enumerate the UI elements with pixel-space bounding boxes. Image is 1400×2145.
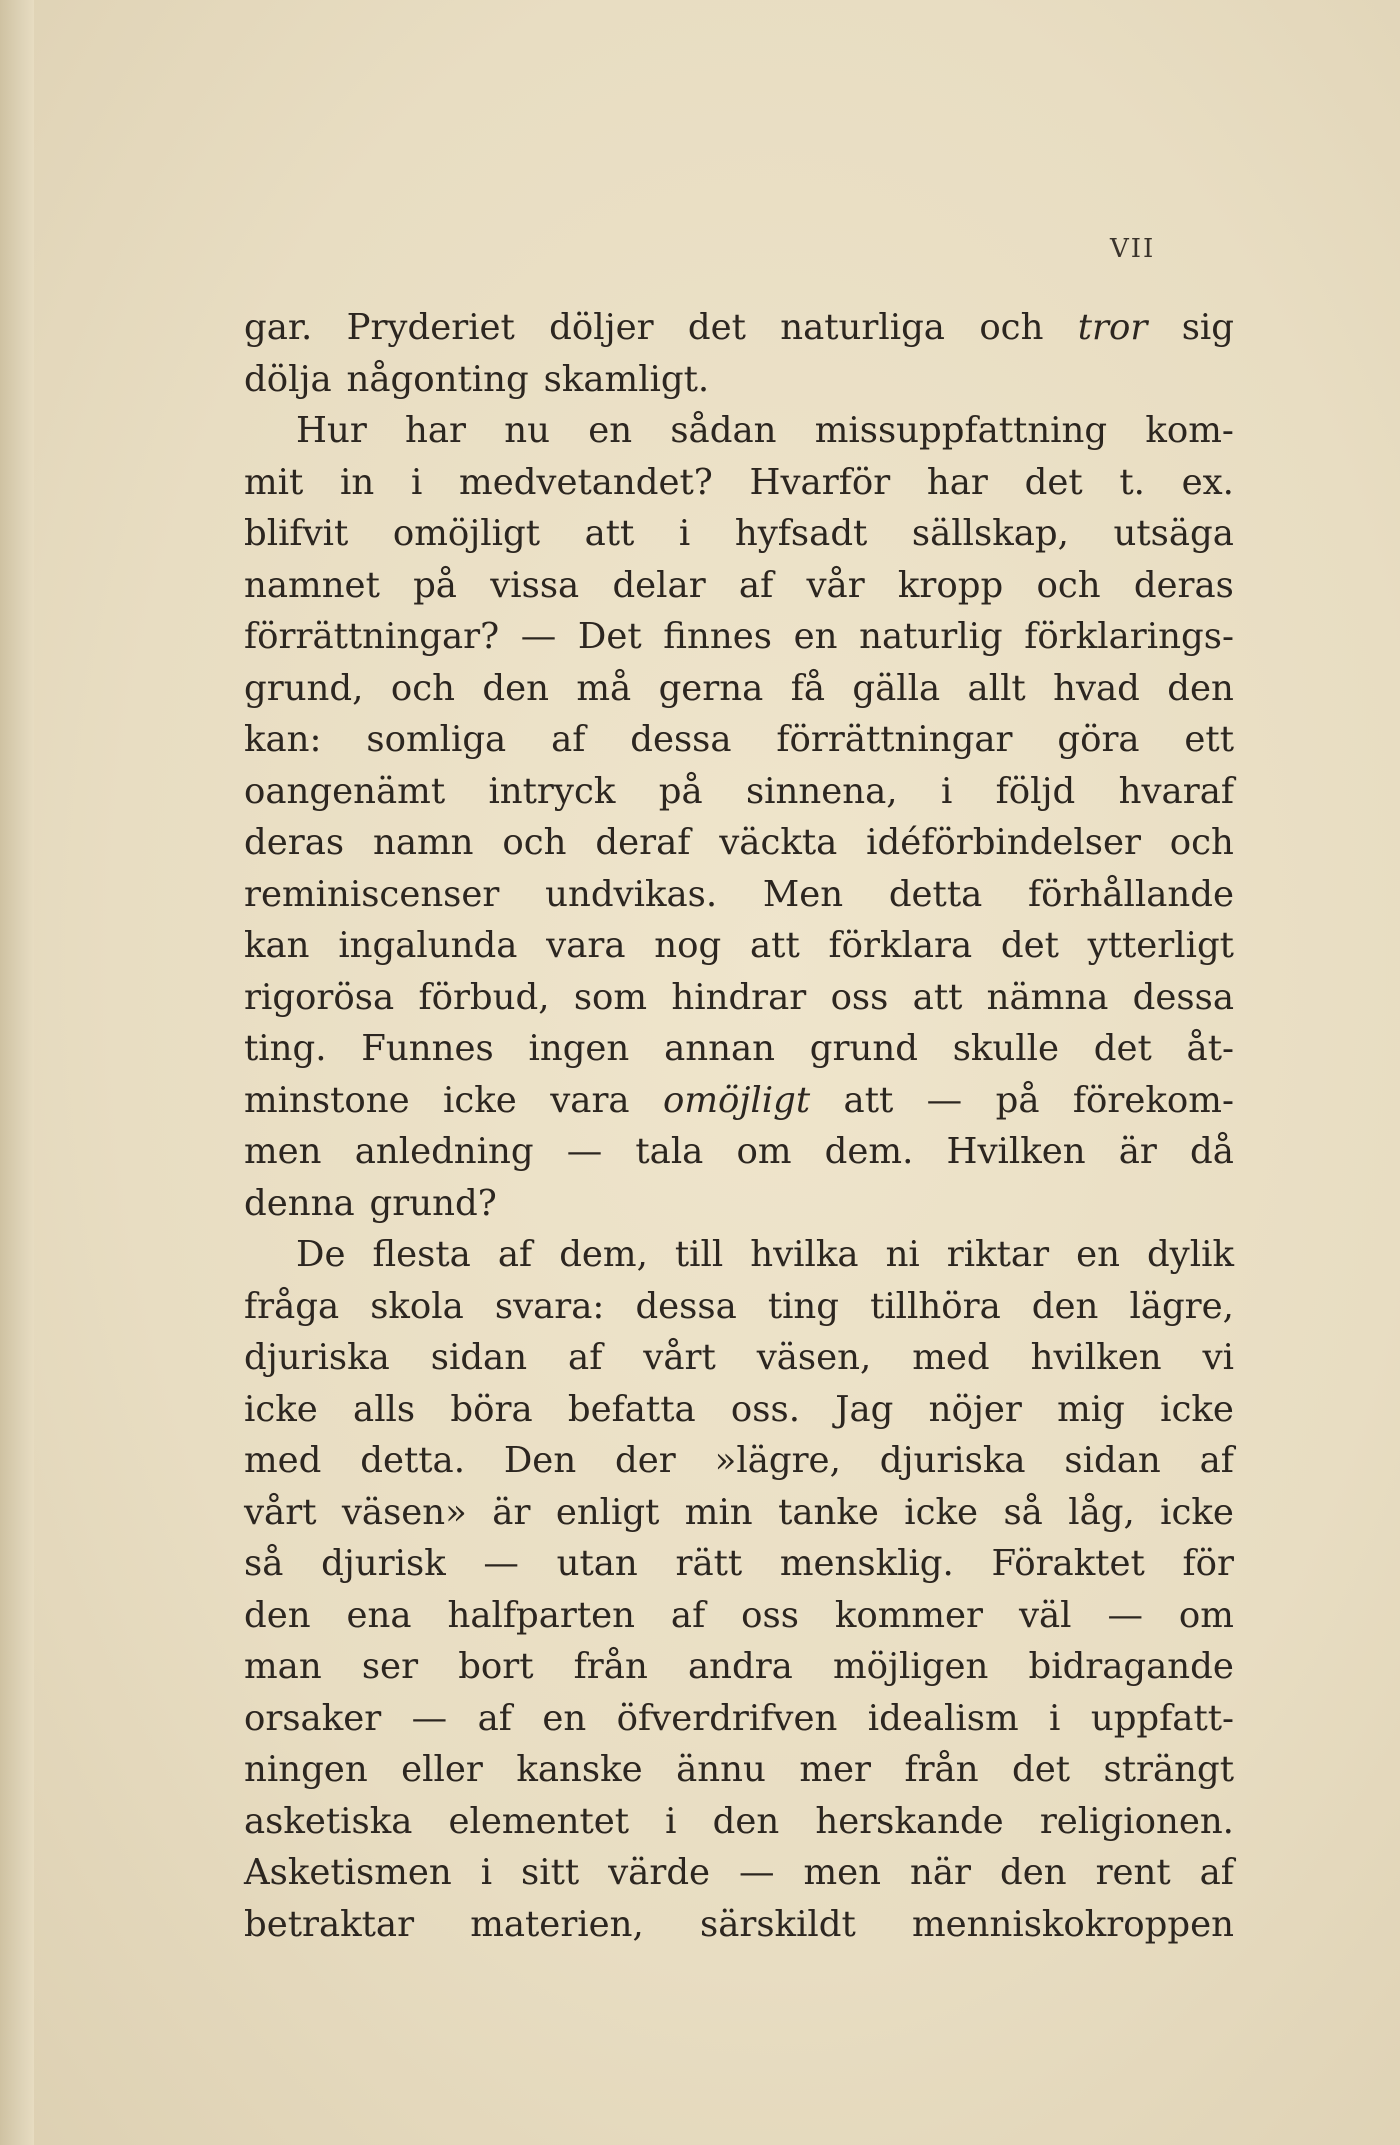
- word: det: [1012, 1749, 1071, 1790]
- word: tillhöra: [870, 1285, 1001, 1327]
- word: af: [1199, 1440, 1234, 1481]
- word: väl: [1018, 1594, 1072, 1636]
- word: tanke: [778, 1491, 879, 1533]
- word: ingalunda: [338, 925, 518, 966]
- word: ser: [361, 1646, 419, 1687]
- word: Den: [503, 1440, 577, 1481]
- word: är: [492, 1491, 531, 1533]
- word: betraktar: [244, 1903, 415, 1945]
- word: fråga: [244, 1285, 340, 1327]
- word: sällskap,: [911, 513, 1069, 554]
- word: min: [684, 1491, 753, 1533]
- word: vår: [806, 564, 865, 606]
- text-line: [244, 1538, 1234, 1590]
- word: —: [566, 1131, 603, 1172]
- word: vara: [550, 1079, 630, 1121]
- word: Hvilken: [946, 1131, 1086, 1172]
- word: på: [995, 1079, 1040, 1121]
- text-line: [244, 457, 1234, 509]
- word: mer: [799, 1749, 871, 1790]
- word: tror: [1077, 307, 1148, 348]
- word: uppfatt-: [1090, 1697, 1234, 1739]
- word: på: [658, 770, 703, 812]
- text-line: [244, 1281, 1234, 1333]
- word: icke: [244, 1388, 318, 1430]
- text-line: [244, 1126, 1234, 1178]
- word: halfparten: [447, 1594, 635, 1636]
- word: deras: [244, 822, 345, 863]
- word: hvad: [1053, 667, 1140, 709]
- word: andra: [687, 1646, 793, 1687]
- word: delar: [612, 564, 706, 606]
- word: förklarings-: [1024, 616, 1234, 657]
- word: förekom-: [1072, 1079, 1234, 1121]
- word: i: [678, 513, 691, 554]
- word: en: [588, 410, 633, 451]
- word: sidan: [1064, 1440, 1161, 1481]
- word: djuriska: [879, 1440, 1026, 1481]
- word: ena: [346, 1594, 412, 1636]
- word: förklara: [828, 925, 973, 966]
- word: menniskokroppen: [911, 1903, 1234, 1945]
- word: Föraktet: [991, 1543, 1145, 1584]
- word: rätt: [675, 1543, 743, 1584]
- word: möjligen: [832, 1646, 989, 1687]
- word: rent: [1095, 1852, 1171, 1893]
- text-line: [244, 1796, 1234, 1848]
- word: dessa: [635, 1285, 737, 1327]
- word: grund,: [244, 667, 364, 709]
- word: sådan: [670, 410, 777, 451]
- word: anledning: [354, 1131, 534, 1172]
- word: förrättningar?: [244, 616, 500, 657]
- word: kanske: [516, 1749, 643, 1790]
- word: och: [390, 667, 455, 709]
- word: det: [687, 307, 746, 348]
- text-line: [244, 560, 1234, 612]
- word: somliga: [366, 719, 507, 760]
- text-line: [244, 1229, 1234, 1281]
- word: lägre,: [1129, 1285, 1234, 1327]
- word: gälla: [852, 667, 941, 709]
- word: —: [483, 1543, 519, 1584]
- word: oangenämt: [244, 770, 446, 812]
- word: Hur: [296, 410, 367, 451]
- word: väckta: [719, 822, 838, 863]
- word: må: [576, 667, 632, 709]
- word: Men: [762, 873, 844, 915]
- word: en: [1076, 1234, 1120, 1275]
- word: orsaker: [244, 1697, 382, 1739]
- word: att: [843, 1079, 894, 1121]
- word: den: [999, 1852, 1067, 1893]
- word: det: [1024, 461, 1083, 503]
- word: oss: [830, 976, 889, 1018]
- word: låg,: [1068, 1491, 1135, 1533]
- word: oss.: [730, 1388, 800, 1430]
- word: göra: [1057, 719, 1140, 760]
- word: tala: [635, 1131, 704, 1172]
- word: nöjer: [928, 1388, 1022, 1430]
- text-line: [244, 714, 1234, 766]
- word: hyfsadt: [734, 513, 868, 554]
- word: ett: [1184, 719, 1234, 760]
- word: dessa: [630, 719, 732, 760]
- page-number: VII: [1110, 234, 1156, 264]
- word: deraf: [595, 822, 691, 863]
- word: icke: [443, 1079, 517, 1121]
- word: åt-: [1186, 1028, 1234, 1069]
- word: en: [542, 1697, 587, 1739]
- word: djuriska: [244, 1337, 390, 1378]
- word: dessa: [1132, 976, 1234, 1018]
- text-line: [244, 972, 1234, 1024]
- word: har: [926, 461, 988, 503]
- word: särskildt: [699, 1903, 856, 1945]
- word: någonting: [346, 358, 529, 400]
- word: befatta: [567, 1388, 696, 1430]
- word: böra: [450, 1388, 533, 1430]
- word: den: [482, 667, 549, 709]
- word: ännu: [676, 1749, 766, 1790]
- page-gutter-shadow: [0, 0, 34, 2145]
- word: i: [665, 1800, 677, 1842]
- word: allt: [967, 667, 1026, 709]
- word: att: [584, 513, 635, 554]
- word: der: [615, 1440, 676, 1481]
- text-line: [244, 1847, 1234, 1899]
- text-line: [244, 1178, 1234, 1230]
- text-line: [244, 1332, 1234, 1384]
- word: och: [979, 307, 1044, 348]
- text-line: [244, 869, 1234, 921]
- word: herskande: [815, 1800, 1004, 1842]
- word: detta: [888, 873, 983, 915]
- text-line: [244, 611, 1234, 663]
- word: nämna: [986, 976, 1109, 1018]
- word: naturliga: [780, 307, 945, 348]
- text-line: [244, 508, 1234, 560]
- word: vissa: [490, 564, 580, 606]
- word: »lägre,: [714, 1440, 841, 1481]
- word: vi: [1202, 1337, 1234, 1378]
- word: sidan: [430, 1337, 528, 1378]
- word: sitt: [521, 1852, 580, 1893]
- word: vara: [546, 925, 626, 966]
- body-text: [244, 302, 1234, 1950]
- text-line: [244, 405, 1234, 457]
- word: mensklig.: [779, 1543, 954, 1584]
- word: —: [926, 1079, 963, 1121]
- word: idéförbindelser: [866, 822, 1141, 863]
- word: om: [736, 1131, 792, 1172]
- word: —: [739, 1852, 775, 1893]
- word: asketiska: [244, 1800, 413, 1842]
- word: till: [674, 1234, 724, 1275]
- word: af: [738, 564, 774, 606]
- word: undvikas.: [545, 873, 718, 915]
- word: nog: [654, 925, 722, 966]
- word: reminiscenser: [244, 873, 500, 915]
- text-line: [244, 1590, 1234, 1642]
- word: väsen»: [341, 1491, 467, 1533]
- word: t.: [1119, 461, 1145, 503]
- word: med: [244, 1440, 322, 1481]
- word: att: [912, 976, 963, 1018]
- word: förhållande: [1027, 873, 1234, 915]
- word: på: [413, 564, 457, 606]
- word: af: [497, 1234, 533, 1275]
- word: med: [912, 1337, 990, 1378]
- word: så: [1003, 1491, 1043, 1533]
- word: ingen: [528, 1028, 630, 1069]
- text-line: [244, 1435, 1234, 1487]
- word: Jag: [835, 1388, 894, 1430]
- text-line: [244, 354, 1234, 406]
- word: skulle: [952, 1028, 1059, 1069]
- word: omöjligt: [663, 1079, 811, 1121]
- word: i: [1049, 1697, 1061, 1739]
- text-line: [244, 1744, 1234, 1796]
- word: bort: [458, 1646, 534, 1687]
- word: vårt: [244, 1491, 317, 1533]
- word: strängt: [1103, 1749, 1234, 1790]
- text-line: [244, 1023, 1234, 1075]
- word: —: [411, 1697, 448, 1739]
- word: Pryderiet: [346, 307, 515, 348]
- word: af: [568, 1337, 603, 1378]
- text-line: [244, 302, 1234, 354]
- word: ex.: [1181, 461, 1234, 503]
- word: ni: [885, 1234, 920, 1275]
- word: kom-: [1145, 410, 1234, 451]
- word: Det: [577, 616, 642, 657]
- word: idealism: [867, 1697, 1019, 1739]
- word: skola: [370, 1285, 464, 1327]
- word: väsen,: [756, 1337, 872, 1378]
- word: den: [1167, 667, 1234, 709]
- word: oss: [741, 1594, 799, 1636]
- word: när: [910, 1852, 972, 1893]
- word: kan: [244, 925, 310, 966]
- word: om: [1178, 1594, 1234, 1636]
- word: få: [790, 667, 825, 709]
- word: dem.: [824, 1131, 914, 1172]
- word: namn: [372, 822, 474, 863]
- word: af: [477, 1697, 512, 1739]
- word: icke: [1160, 1388, 1234, 1430]
- word: bidragande: [1028, 1646, 1234, 1687]
- word: dölja: [244, 358, 332, 400]
- word: enligt: [555, 1491, 660, 1533]
- word: förbud,: [418, 976, 550, 1018]
- word: elementet: [448, 1800, 629, 1842]
- word: intryck: [488, 770, 616, 812]
- word: Funnes: [361, 1028, 494, 1069]
- word: Hvarför: [749, 461, 891, 503]
- word: af: [1199, 1852, 1234, 1893]
- text-line: [244, 1693, 1234, 1745]
- word: kommer: [834, 1594, 984, 1636]
- word: hvilka: [750, 1234, 859, 1275]
- word: minstone: [244, 1079, 410, 1121]
- word: namnet: [244, 564, 380, 606]
- word: det: [1000, 925, 1059, 966]
- word: svara:: [494, 1285, 605, 1327]
- word: eller: [401, 1749, 483, 1790]
- word: deras: [1133, 564, 1234, 606]
- text-line: [244, 1075, 1234, 1127]
- text-line: [244, 1384, 1234, 1436]
- word: från: [904, 1749, 979, 1790]
- word: i: [940, 770, 953, 812]
- word: följd: [995, 770, 1076, 812]
- word: ytterligt: [1087, 925, 1234, 966]
- word: icke: [904, 1491, 979, 1533]
- word: ningen: [244, 1749, 368, 1790]
- word: som: [573, 976, 648, 1018]
- word: dem,: [559, 1234, 648, 1275]
- word: för: [1182, 1543, 1234, 1584]
- word: har: [405, 410, 467, 451]
- word: i: [410, 461, 423, 503]
- word: men: [803, 1852, 882, 1893]
- word: De: [296, 1234, 346, 1275]
- word: Asketismen: [244, 1852, 452, 1893]
- word: vårt: [643, 1337, 716, 1378]
- word: grund: [809, 1028, 918, 1069]
- word: i: [480, 1852, 493, 1893]
- text-line: [244, 766, 1234, 818]
- word: skamligt.: [543, 358, 710, 400]
- word: omöjligt: [392, 513, 540, 554]
- word: denna: [244, 1182, 355, 1224]
- word: sig: [1181, 307, 1234, 348]
- word: det: [1093, 1028, 1152, 1069]
- word: dylik: [1146, 1234, 1234, 1275]
- word: medvetandet?: [459, 461, 713, 503]
- word: blifvit: [244, 513, 349, 554]
- word: flesta: [372, 1234, 471, 1275]
- word: och: [502, 822, 567, 863]
- word: utsäga: [1113, 513, 1234, 554]
- word: nu: [504, 410, 550, 451]
- word: gerna: [658, 667, 764, 709]
- word: sinnena,: [745, 770, 898, 812]
- word: då: [1190, 1131, 1234, 1172]
- word: annan: [664, 1028, 775, 1069]
- word: öfverdrifven: [616, 1697, 838, 1739]
- word: den: [712, 1800, 780, 1842]
- word: döljer: [549, 307, 654, 348]
- word: hvaraf: [1118, 770, 1234, 812]
- word: af: [551, 719, 586, 760]
- word: alls: [353, 1388, 416, 1430]
- word: den: [1031, 1285, 1099, 1327]
- word: hvilken: [1030, 1337, 1162, 1378]
- text-line: [244, 817, 1234, 869]
- word: man: [244, 1646, 322, 1687]
- word: in: [340, 461, 375, 503]
- word: rigorösa: [244, 976, 395, 1018]
- word: materien,: [470, 1903, 644, 1945]
- word: den: [244, 1594, 311, 1636]
- word: religionen.: [1039, 1800, 1234, 1842]
- word: är: [1118, 1131, 1157, 1172]
- word: naturlig: [859, 616, 1003, 657]
- text-line: [244, 1487, 1234, 1539]
- text-line: [244, 1899, 1234, 1951]
- word: grund?: [369, 1182, 497, 1224]
- word: gar.: [244, 307, 313, 348]
- word: finnes: [663, 616, 772, 657]
- text-line: [244, 920, 1234, 972]
- word: att: [750, 925, 800, 966]
- word: och: [1036, 564, 1101, 606]
- word: från: [573, 1646, 648, 1687]
- word: en: [793, 616, 838, 657]
- word: detta.: [360, 1440, 465, 1481]
- text-line: [244, 1641, 1234, 1693]
- word: hindrar: [671, 976, 807, 1018]
- word: riktar: [946, 1234, 1050, 1275]
- word: ting.: [244, 1028, 327, 1069]
- word: ting: [767, 1285, 840, 1327]
- word: djurisk: [321, 1543, 446, 1584]
- word: kan:: [244, 719, 322, 760]
- text-line: [244, 663, 1234, 715]
- word: förrättningar: [776, 719, 1013, 760]
- word: så: [244, 1543, 284, 1584]
- word: mit: [244, 461, 304, 503]
- word: värde: [608, 1852, 711, 1893]
- word: af: [670, 1594, 706, 1636]
- word: icke: [1160, 1491, 1234, 1533]
- word: kropp: [897, 564, 1004, 606]
- word: och: [1169, 822, 1234, 863]
- word: missuppfattning: [814, 410, 1108, 451]
- word: mig: [1057, 1388, 1125, 1430]
- word: utan: [556, 1543, 638, 1584]
- word: —: [520, 616, 557, 657]
- word: men: [244, 1131, 322, 1172]
- word: —: [1107, 1594, 1143, 1636]
